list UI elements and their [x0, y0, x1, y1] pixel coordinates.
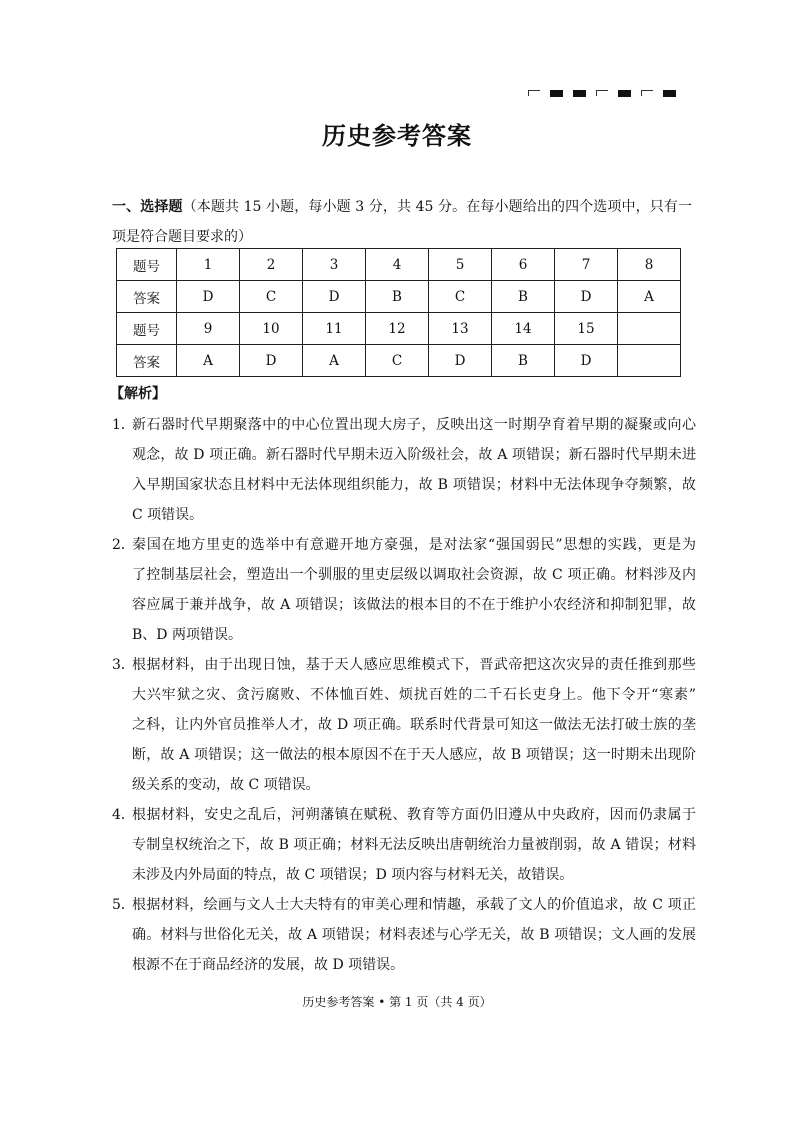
block-mark [550, 90, 563, 97]
table-cell: D [177, 281, 240, 313]
table-cell: 1 [177, 249, 240, 281]
table-cell: B [366, 281, 429, 313]
text-line: 新石器时代早期聚落中的中心位置出现大房子，反映出这一时期孕育着早期的凝聚或向心 [132, 417, 696, 433]
item-number: 1． [112, 417, 135, 433]
table-cell: D [555, 345, 618, 377]
block-mark [618, 90, 631, 97]
text-line: 断，故 A 项错误；这一做法的根本原因不在于天人感应，故 B 项错误；这一时期未出现阶 [132, 747, 696, 763]
item-text [132, 890, 696, 980]
table-cell: D [555, 281, 618, 313]
table-cell: D [240, 345, 303, 377]
analysis-item [112, 800, 696, 890]
table-cell: 2 [240, 249, 303, 281]
item-number: 3． [112, 657, 135, 673]
text-line: B、D 两项错误。 [132, 627, 242, 643]
table-cell: C [240, 281, 303, 313]
table-cell: 15 [555, 313, 618, 345]
table-cell: 6 [492, 249, 555, 281]
item-text [132, 800, 696, 890]
text-line: 大兴牢狱之灾、贪污腐败、不体恤百姓、烦扰百姓的二千石长吏身上。他下令开“寒素” [132, 687, 696, 703]
item-text [132, 410, 696, 530]
text-line: 级关系的变动，故 C 项错误。 [132, 777, 320, 793]
table-cell: A [303, 345, 366, 377]
text-line: C 项错误。 [132, 507, 204, 523]
text-line: 了控制基层社会，塑造出一个驯服的里吏层级以调取社会资源，故 C 项正确。材料涉及内 [132, 567, 696, 583]
text-line: 之科，让内外官员推举人才，故 D 项正确。联系时代背景可知这一做法无法打破士族的垄 [132, 717, 696, 733]
table-cell: C [429, 281, 492, 313]
table-cell: B [492, 345, 555, 377]
table-cell: 10 [240, 313, 303, 345]
text-line: 根据材料，绘画与文人士大夫特有的审美心理和情趣，承载了文人的价值追求，故 C 项正 [132, 897, 696, 913]
section-desc-line: （本题共 15 小题，每小题 3 分，共 45 分。在每小题给出的四个选项中，只有一 [182, 199, 692, 215]
section-intro [112, 192, 692, 252]
row-header-cell: 答案 [117, 281, 177, 313]
table-cell: A [618, 281, 681, 313]
table-row [117, 281, 681, 313]
table-cell: D [429, 345, 492, 377]
page-title: 历史参考答案 [322, 121, 472, 150]
text-line: 根源不在于商品经济的发展，故 D 项错误。 [132, 957, 405, 973]
text-line: 观念，故 D 项正确。新石器时代早期未迈入阶级社会，故 A 项错误；新石器时代早期未进 [132, 447, 696, 463]
item-number: 4． [112, 807, 135, 823]
header-marks [528, 90, 676, 97]
row-header-cell: 答案 [117, 345, 177, 377]
corner-mark [596, 90, 608, 96]
text-line: 未涉及内外局面的特点，故 C 项错误；D 项内容与材料无关，故错误。 [132, 867, 574, 883]
table-cell: 11 [303, 313, 366, 345]
text-line: 入早期国家状态且材料中无法体现组织能力，故 B 项错误；材料中无法体现争夺频繁，故 [132, 477, 696, 493]
analysis-list [112, 410, 696, 980]
text-line: 根据材料，由于出现日蚀，基于天人感应思维模式下，晋武帝把这次灾异的责任推到那些 [132, 657, 696, 673]
item-number: 2． [112, 537, 135, 553]
table-cell: C [366, 345, 429, 377]
block-mark [573, 90, 586, 97]
table-cell: B [492, 281, 555, 313]
table-row [117, 249, 681, 281]
section-desc-line: 项是符合题目要求的） [112, 229, 252, 245]
block-mark [663, 90, 676, 97]
row-header-cell: 题号 [117, 249, 177, 281]
corner-mark [528, 90, 540, 96]
table-cell: 13 [429, 313, 492, 345]
table-cell: 4 [366, 249, 429, 281]
analysis-item [112, 890, 696, 980]
text-line: 确。材料与世俗化无关，故 A 项错误；材料表述与心学无关，故 B 项错误；文人画的发展 [132, 927, 696, 943]
table-cell: 9 [177, 313, 240, 345]
text-line: 专制皇权统治之下，故 B 项正确；材料无法反映出唐朝统治力量被削弱，故 A 错误；材料 [132, 837, 696, 853]
table-row [117, 345, 681, 377]
table-cell: 14 [492, 313, 555, 345]
analysis-item [112, 410, 696, 530]
corner-mark [641, 90, 653, 96]
table-cell: 12 [366, 313, 429, 345]
text-line: 根据材料，安史之乱后，河朔藩镇在赋税、教育等方面仍旧遵从中央政府，因而仍隶属于 [132, 807, 696, 823]
table-row [117, 313, 681, 345]
table-cell: 3 [303, 249, 366, 281]
table-cell [618, 313, 681, 345]
text-line: 秦国在地方里吏的选举中有意避开地方豪强，是对法家“强国弱民”思想的实践，更是为 [132, 537, 696, 553]
table-cell [618, 345, 681, 377]
analysis-label: 【解析】 [110, 386, 166, 402]
page-footer: 历史参考答案 • 第 1 页（共 4 页） [302, 995, 492, 1009]
text-line: 容应属于兼并战争，故 A 项错误；该做法的根本目的不在于维护小农经济和抑制犯罪，故 [132, 597, 696, 613]
item-number: 5． [112, 897, 135, 913]
row-header-cell: 题号 [117, 313, 177, 345]
section-heading: 一、选择题 [112, 199, 183, 215]
table-cell: 8 [618, 249, 681, 281]
table-cell: D [303, 281, 366, 313]
item-text [132, 650, 696, 800]
analysis-item [112, 650, 696, 800]
table-cell: 5 [429, 249, 492, 281]
analysis-item [112, 530, 696, 650]
table-cell: 7 [555, 249, 618, 281]
item-text [132, 530, 696, 650]
table-cell: A [177, 345, 240, 377]
answer-table [116, 248, 681, 377]
